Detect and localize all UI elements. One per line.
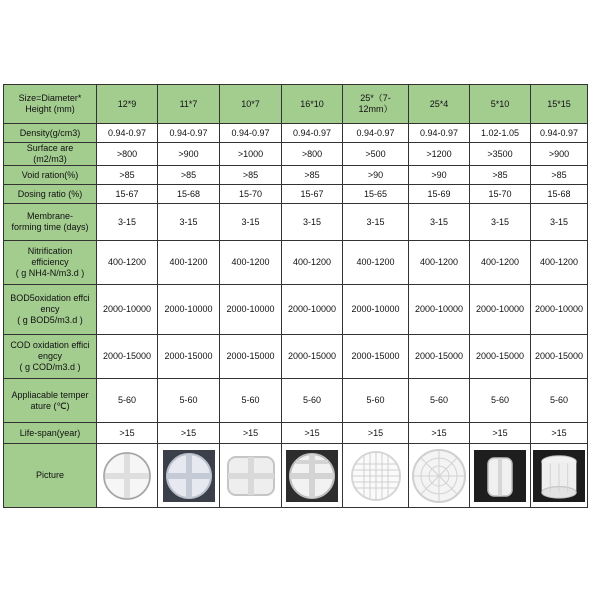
table-cell: 3-15 [220, 204, 282, 241]
media-photo [282, 444, 343, 508]
table-cell: 2000-15000 [282, 335, 343, 379]
table-cell: 400-1200 [343, 241, 409, 285]
row-label: Surface are (m2/m3) [4, 143, 97, 166]
row-label: Nitrification efficiency ( g NH4-N/m3.d ) [4, 241, 97, 285]
row-label: COD oxidation effici engcy ( g COD/m3.d ) [4, 335, 97, 379]
table-cell: 2000-15000 [470, 335, 531, 379]
table-cell: >85 [282, 166, 343, 185]
table-row [4, 143, 588, 166]
table-cell: 3-15 [470, 204, 531, 241]
size-cell: 15*15 [531, 85, 588, 124]
table-cell: >800 [282, 143, 343, 166]
table-cell: 15-65 [343, 185, 409, 204]
media-photo [220, 444, 282, 508]
table-cell: >85 [531, 166, 588, 185]
table-cell: 2000-15000 [220, 335, 282, 379]
media-photo [343, 444, 409, 508]
size-label: Size=Diameter* Height (mm) [4, 85, 97, 124]
row-label: BOD5oxidation effci ency ( g BOD5/m3.d ) [4, 285, 97, 335]
table-cell: 2000-15000 [343, 335, 409, 379]
table-cell: 2000-10000 [531, 285, 588, 335]
row-label: Life-span(year) [4, 423, 97, 444]
table-cell: 2000-15000 [97, 335, 158, 379]
table-cell: 2000-10000 [282, 285, 343, 335]
table-cell: 5-60 [97, 379, 158, 423]
table-cell: 5-60 [409, 379, 470, 423]
media-photo [531, 444, 588, 508]
table-cell: >15 [97, 423, 158, 444]
table-cell: 15-70 [220, 185, 282, 204]
picture-row [4, 444, 588, 508]
table-cell: 400-1200 [470, 241, 531, 285]
table-row [4, 241, 588, 285]
table-cell: >15 [282, 423, 343, 444]
table-cell: 2000-15000 [531, 335, 588, 379]
table-cell: 15-69 [409, 185, 470, 204]
size-cell: 16*10 [282, 85, 343, 124]
row-label: Appliacable temper ature (℃) [4, 379, 97, 423]
table-cell: 400-1200 [531, 241, 588, 285]
table-cell: 0.94-0.97 [531, 124, 588, 143]
size-cell: 5*10 [470, 85, 531, 124]
table-row [4, 335, 588, 379]
table-cell: >90 [343, 166, 409, 185]
table-cell: 5-60 [282, 379, 343, 423]
media-photo [97, 444, 158, 508]
table-cell: 2000-10000 [343, 285, 409, 335]
header-row [4, 85, 588, 124]
table-row [4, 204, 588, 241]
table-cell: >15 [343, 423, 409, 444]
table-cell: >3500 [470, 143, 531, 166]
table-cell: 3-15 [531, 204, 588, 241]
table-cell: 5-60 [470, 379, 531, 423]
table-cell: 3-15 [343, 204, 409, 241]
row-label: Dosing ratio (%) [4, 185, 97, 204]
table-row [4, 185, 588, 204]
table-cell: >1000 [220, 143, 282, 166]
table-cell: 5-60 [531, 379, 588, 423]
table-cell: >15 [470, 423, 531, 444]
table-cell: >15 [531, 423, 588, 444]
table-cell: 400-1200 [282, 241, 343, 285]
table-cell: 5-60 [343, 379, 409, 423]
picture-label: Picture [4, 444, 97, 508]
row-label: Membrane- forming time (days) [4, 204, 97, 241]
size-cell: 25*（7- 12mm） [343, 85, 409, 124]
table-cell: 0.94-0.97 [220, 124, 282, 143]
table-cell: 2000-10000 [220, 285, 282, 335]
table-cell: 400-1200 [97, 241, 158, 285]
table-row [4, 124, 588, 143]
table-cell: 15-67 [282, 185, 343, 204]
media-photo [470, 444, 531, 508]
table-cell: 15-68 [158, 185, 220, 204]
size-cell: 25*4 [409, 85, 470, 124]
table-cell: >900 [531, 143, 588, 166]
table-row [4, 285, 588, 335]
table-cell: 3-15 [158, 204, 220, 241]
row-label: Density(g/cm3) [4, 124, 97, 143]
table-cell: 2000-10000 [470, 285, 531, 335]
table-cell: 2000-15000 [158, 335, 220, 379]
table-cell: >85 [470, 166, 531, 185]
table-cell: >1200 [409, 143, 470, 166]
table-cell: 2000-15000 [409, 335, 470, 379]
table-row [4, 423, 588, 444]
table-row [4, 379, 588, 423]
table-cell: 0.94-0.97 [158, 124, 220, 143]
table-cell: >85 [97, 166, 158, 185]
media-photo [409, 444, 470, 508]
row-label: Void ration(%) [4, 166, 97, 185]
table-cell: 2000-10000 [409, 285, 470, 335]
table-cell: 2000-10000 [97, 285, 158, 335]
table-cell: 400-1200 [409, 241, 470, 285]
size-cell: 11*7 [158, 85, 220, 124]
table-cell: >85 [158, 166, 220, 185]
table-cell: 3-15 [97, 204, 158, 241]
table-cell: >15 [158, 423, 220, 444]
table-cell: >800 [97, 143, 158, 166]
table-cell: 0.94-0.97 [343, 124, 409, 143]
table-cell: >85 [220, 166, 282, 185]
table-cell: 0.94-0.97 [409, 124, 470, 143]
table-cell: >90 [409, 166, 470, 185]
table-cell: 5-60 [220, 379, 282, 423]
spec-table [3, 84, 588, 508]
table-cell: >15 [409, 423, 470, 444]
table-cell: 15-67 [97, 185, 158, 204]
table-cell: 3-15 [282, 204, 343, 241]
table-row [4, 166, 588, 185]
table-cell: >15 [220, 423, 282, 444]
table-cell: 2000-10000 [158, 285, 220, 335]
media-photo [158, 444, 220, 508]
size-cell: 12*9 [97, 85, 158, 124]
table-cell: 5-60 [158, 379, 220, 423]
table-cell: >500 [343, 143, 409, 166]
table-cell: 400-1200 [158, 241, 220, 285]
table-cell: 1.02-1.05 [470, 124, 531, 143]
table-cell: >900 [158, 143, 220, 166]
table-cell: 15-68 [531, 185, 588, 204]
table-cell: 3-15 [409, 204, 470, 241]
table-cell: 0.94-0.97 [282, 124, 343, 143]
table-cell: 0.94-0.97 [97, 124, 158, 143]
table-cell: 400-1200 [220, 241, 282, 285]
size-cell: 10*7 [220, 85, 282, 124]
table-cell: 15-70 [470, 185, 531, 204]
